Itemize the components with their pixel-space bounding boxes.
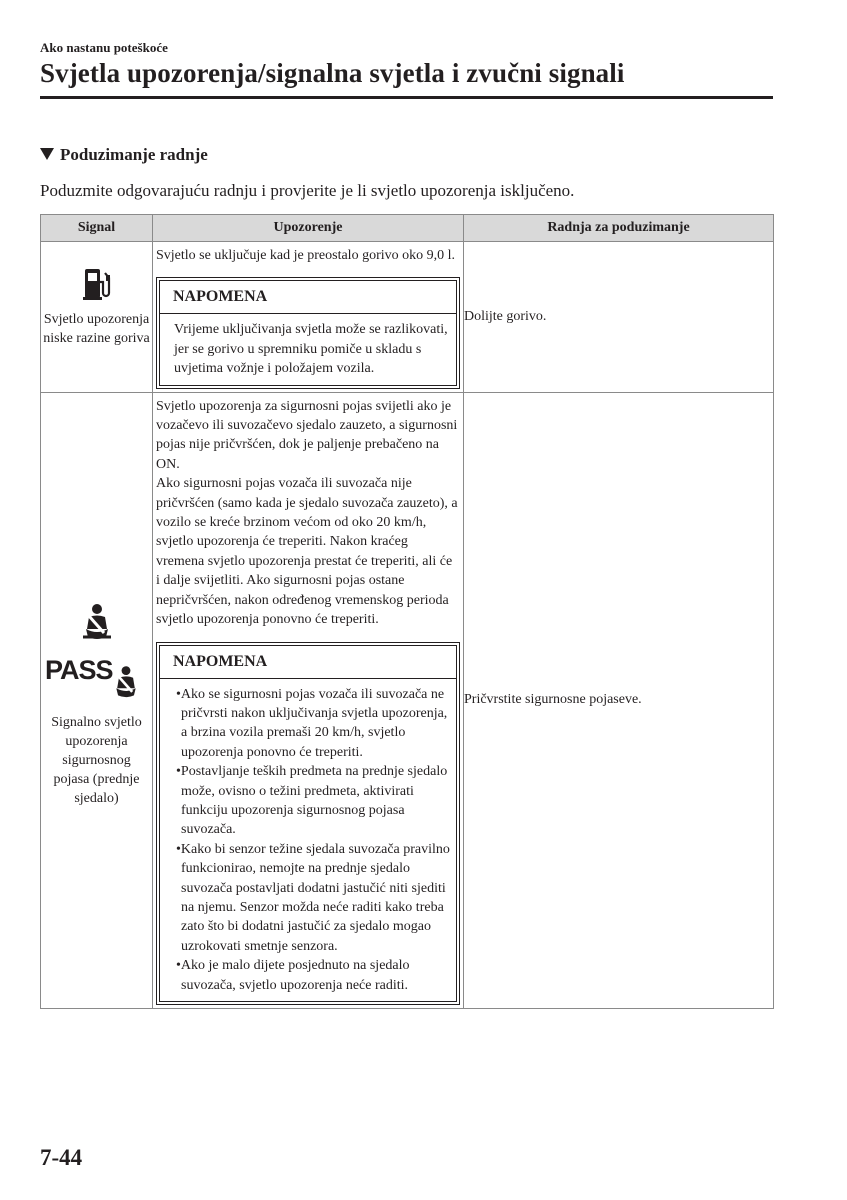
table-header-row <box>41 215 774 242</box>
note-item: •Ako se sigurnosni pojas vozača ili suvozača ne pričvrsti nakon uključivanja svjetla upozorenja, a brzina vozila premaši 20 km/h, svjetlo upozorenja ponovno će treperiti. <box>176 686 448 760</box>
signal-cell <box>41 392 153 1008</box>
note-box <box>156 277 460 388</box>
note-list <box>160 679 456 1002</box>
note-item: •Ako je malo dijete posjednuto na sjedalo suvozača, svjetlo upozorenja neće raditi. <box>176 958 410 993</box>
header-signal: Signal <box>41 215 153 242</box>
warning-cell <box>153 392 464 1008</box>
section-heading-text: Poduzimanje radnje <box>60 145 208 164</box>
section-heading <box>40 145 208 165</box>
note-text: Vrijeme uključivanja svjetla može se razlikovati, jer se gorivo u spremniku pomiče u skladu s uvjetima vožnje i položajem vozila. <box>174 322 448 377</box>
warning-text: Svjetlo se uključuje kad je preostalo gorivo oko 9,0 l. <box>156 248 456 263</box>
section-intro: Poduzmite odgovarajuću radnju i provjerite je li svjetlo upozorenja isključeno. <box>40 181 575 200</box>
breadcrumb: Ako nastanu poteškoće <box>40 40 168 55</box>
triangle-down-icon <box>40 148 54 160</box>
table-row <box>41 242 774 393</box>
warning-cell <box>153 242 464 393</box>
pass-label: PASS <box>45 654 113 685</box>
warning-table <box>40 214 774 1009</box>
note-title: NAPOMENA <box>160 646 456 679</box>
seatbelt-icon <box>80 603 114 643</box>
page-number: 7-44 <box>40 1145 83 1170</box>
note-title: NAPOMENA <box>160 281 456 314</box>
signal-label: Signalno svjetlo upozorenja sigurnosnog pojasa (prednje sjedalo) <box>51 714 142 806</box>
signal-cell <box>41 242 153 393</box>
signal-label: Svjetlo upozorenja niske razine goriva <box>43 312 150 346</box>
action-cell: Pričvrstite sigurnosne pojaseve. <box>464 392 774 1008</box>
note-box <box>156 642 460 1006</box>
passenger-seatbelt-icon <box>111 665 141 701</box>
action-cell: Dolijte gorivo. <box>464 242 774 393</box>
header-action: Radnja za poduzimanje <box>464 215 774 242</box>
title-divider <box>40 96 773 99</box>
note-item: •Postavljanje teških predmeta na prednje sjedalo može, ovisno o težini predmeta, aktivirati funkciju upozorenja sigurnosnog pojasa suvozača. <box>176 764 448 838</box>
pass-indicator <box>41 653 152 705</box>
table-row <box>41 392 774 1008</box>
page-title: Svjetla upozorenja/signalna svjetla i zvučni signali <box>40 58 625 88</box>
warning-text: Svjetlo upozorenja za sigurnosni pojas svijetli ako je vozačevo ili suvozačevo sjedalo zauzeto, a sigurnosni pojas nije pričvršćen, dok je paljenje prebačeno na ON. Ako sigurnosni pojas vozača ili suvozača nije pričvršćen (samo kada je sjedalo suvozača zauzeto), a vozilo se kreće brzinom većom od oko 20 km/h, svjetlo upozorenja će treperiti. Nakon kraćeg vremena svjetlo upozorenja prestat će treperiti, ali će i dalje svijetliti. Ako sigurnosni pojas ostane nepričvršćen, nakon određenog vremenskog perioda svjetlo upozorenja ponovno će treperiti. <box>156 398 458 628</box>
fuel-pump-icon <box>82 266 112 302</box>
note-item: •Kako bi senzor težine sjedala suvozača pravilno funkcionirao, nemojte na prednje sjedalo suvozača postavljati dodatni jastučić niti sjediti na njemu. Senzor možda neće raditi kako treba zato što bi dodatni jastučić za sjedalo mogao uzrokovati smetnje senzora. <box>176 841 450 954</box>
header-warning: Upozorenje <box>153 215 464 242</box>
